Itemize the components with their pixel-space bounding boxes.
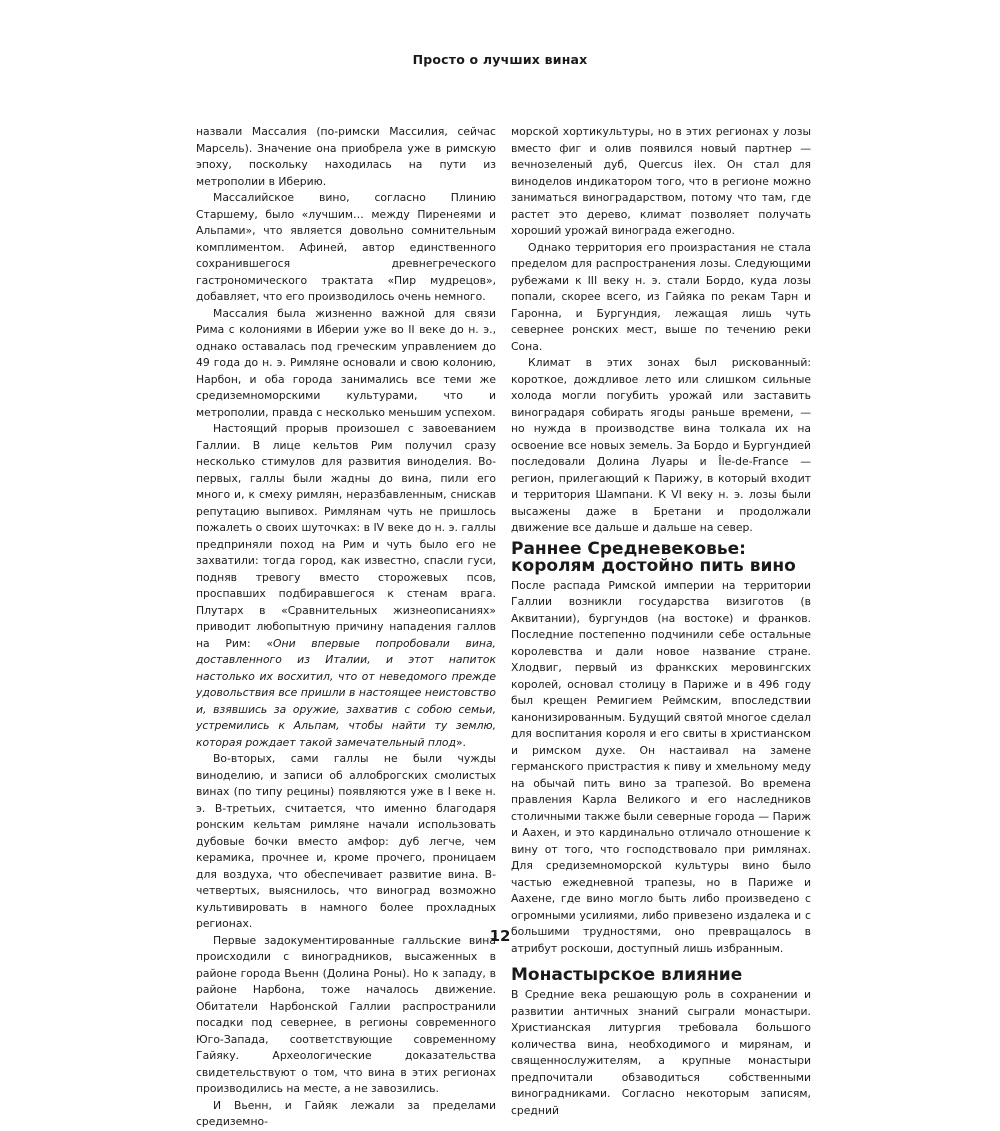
paragraph: Первые задокументированные галльские вина происходили с виноградников, высаженных в районе города Вьенн (Долина Роны). Но к западу, в районе Нарбона, тоже началось движение. Обитатели Нарбонской Галлии распространили посадки под севернее, в регионы современного Юго-Запада, соответствующие современному Гайяку. Археологические доказательства свидетельствуют о том, что вина в этих регионах производились на месте, а не завозились. <box>196 933 496 1095</box>
paragraph: После распада Римской империи на территории Галлии возникли государства визиготов (в Аквитании), бургундов (на востоке) и франков. Последние постепенно подчинили себе остальные королевства и дали новое название стране. Хлодвиг, первый из франкских меровингских королей, основал столицу в Париже и в 496 году был крещен Ремигием Реймским, впоследствии канонизированным. Будущий святой многое сделал для воспитания короля и его свиты в христианском и римском духе. Он настаивал на замене германского пристрастия к пиву и хмельному меду на обычай пить вино за трапезой. Во времена правления Карла Великого и его наследников столичными также были северные города — Париж и Аахен, и это кардинально отличало отношение к вину от того, что господствовало при римлянах. Для средиземноморской культуры вино было частью ежедневной трапезы, но в Париже и Аахене, где вино могло быть либо произведено с огромными усилиями, либо привезено издалека и с большими трудностями, оно превращалось в атрибут роскоши, доступный лишь избранным. <box>511 578 811 955</box>
paragraph: Однако территория его произрастания не стала пределом для распространения лозы. Следующими рубежами к III веку н. э. стали Бордо, куда лозы попали, скорее всего, из Гайяка по рекам Тарн и Гаронна, и Бургундия, лежащая лишь чуть севернее ронских мест, выше по течению реки Сона. <box>511 240 811 353</box>
left-column <box>196 124 496 1131</box>
paragraph: Массалия была жизненно важной для связи Рима с колониями в Иберии уже во II веке до н. э., однако оставалась под греческим управлением до 49 года до н. э. Римляне основали и свою колонию, Нарбон, и оба города занимались все теми же средиземноморскими культурами, что и метрополии, правда с несколько меньшим успехом. <box>196 306 496 419</box>
paragraph: Климат в этих зонах был рискованный: короткое, дождливое лето или слишком сильные холода могли погубить урожай или заставить виноградаря собирать ягоды раньше времени, — но нужда в производстве вина толкала их на освоение все новых земель. За Бордо и Бургундией последовали Долина Луары и Île-de-France — регион, прилегающий к Парижу, в который входит и территория Шампани. К VI веку н. э. лозы были высажены даже в Бретани и продолжали движение все дальше и дальше на север. <box>511 356 811 534</box>
paragraph-with-quote <box>196 421 496 751</box>
paragraph-text: Настоящий прорыв произошел с завоеванием Галлии. В лице кельтов Рим получил сразу несколько стимулов для развития виноделия. Во-первых, галлы были жадны до вина, пили его много и, к смеху римлян, неразбавленным, снискав репутацию выпивох. Римлянам чуть не пришлось пожалеть о своих шуточках: в IV веке до н. э. галлы предприняли поход на Рим и чуть было его не захватили: тогда город, как известно, спасли гуси, подняв тревогу вместо сторожевых псов, проспавших подбиравшегося к стенам врага. Плутарх в «Сравнительных жизнеописаниях» приводит любопытную причину нападения галлов на Рим: « <box>196 422 496 650</box>
paragraph: Массалийское вино, согласно Плинию Старшему, было «лучшим… между Пиренеями и Альпами», что является довольно сомнительным комплиментом. Афиней, автор единственного сохранившегося древнегреческого гастрономического трактата «Пир мудрецов», добавляет, что его производилось очень немного. <box>196 191 496 303</box>
section-heading: Монастырское влияние <box>511 965 743 985</box>
running-head: Просто о лучших винах <box>412 52 588 67</box>
paragraph: морской хортикультуры, но в этих регионах у лозы вместо фиг и олив появился новый партнер — вечнозеленый дуб, Quercus ilex. Он стал для виноделов индикатором того, что в регионе можно заниматься виноградарством, потому что там, где растет это дерево, климат позволяет получать хороший урожай винограда ежегодно. <box>511 125 811 237</box>
paragraph: назвали Массалия (по-римски Массилия, сейчас Марсель). Значение она приобрела уже в римскую эпоху, поскольку находилась на пути из метрополии в Иберию. <box>196 125 496 188</box>
paragraph: Во-вторых, сами галлы не были чужды виноделию, и записи об аллоброгских смолистых винах (по типу рецины) появляются уже в I веке н. э. В-третьих, считается, что именно благодаря ронским кельтам римляне начали использовать дубовые бочки вместо амфор: дуб легче, чем керамика, прочнее и, кроме прочего, проницаем для воздуха, что обеспечивает развитие вина. В-четвертых, выяснилось, что виноград возможно культивировать в намного более прохладных регионах. <box>196 752 496 930</box>
paragraph: И Вьенн, и Гайяк лежали за пределами средиземно- <box>196 1098 496 1128</box>
page-number: 12 <box>489 927 511 945</box>
paragraph: В Средние века решающую роль в сохранении и развитии античных знаний сыграли монастыри. Христианская литургия требовала большого количества вина, необходимого и мирянам, и священнослужителям, а крупные монастыри предпочитали обзаводиться собственными виноградниками. Согласно некоторым записям, средний <box>511 988 811 1117</box>
plutarch-quote: Они впервые попробовали вина, доставленного из Италии, и этот напиток настолько их восхитил, что от неведомого прежде удовольствия все пришли в настоящее неистовство и, взявшись за оружие, захватив с собою семьи, устремились к Альпам, чтобы найти ту землю, которая рождает такой замечательный плод <box>196 636 496 749</box>
section-heading: Раннее Средневековье: королям достойно пить вино <box>511 538 796 576</box>
paragraph-text: ». <box>455 735 466 749</box>
right-column <box>511 124 811 1119</box>
